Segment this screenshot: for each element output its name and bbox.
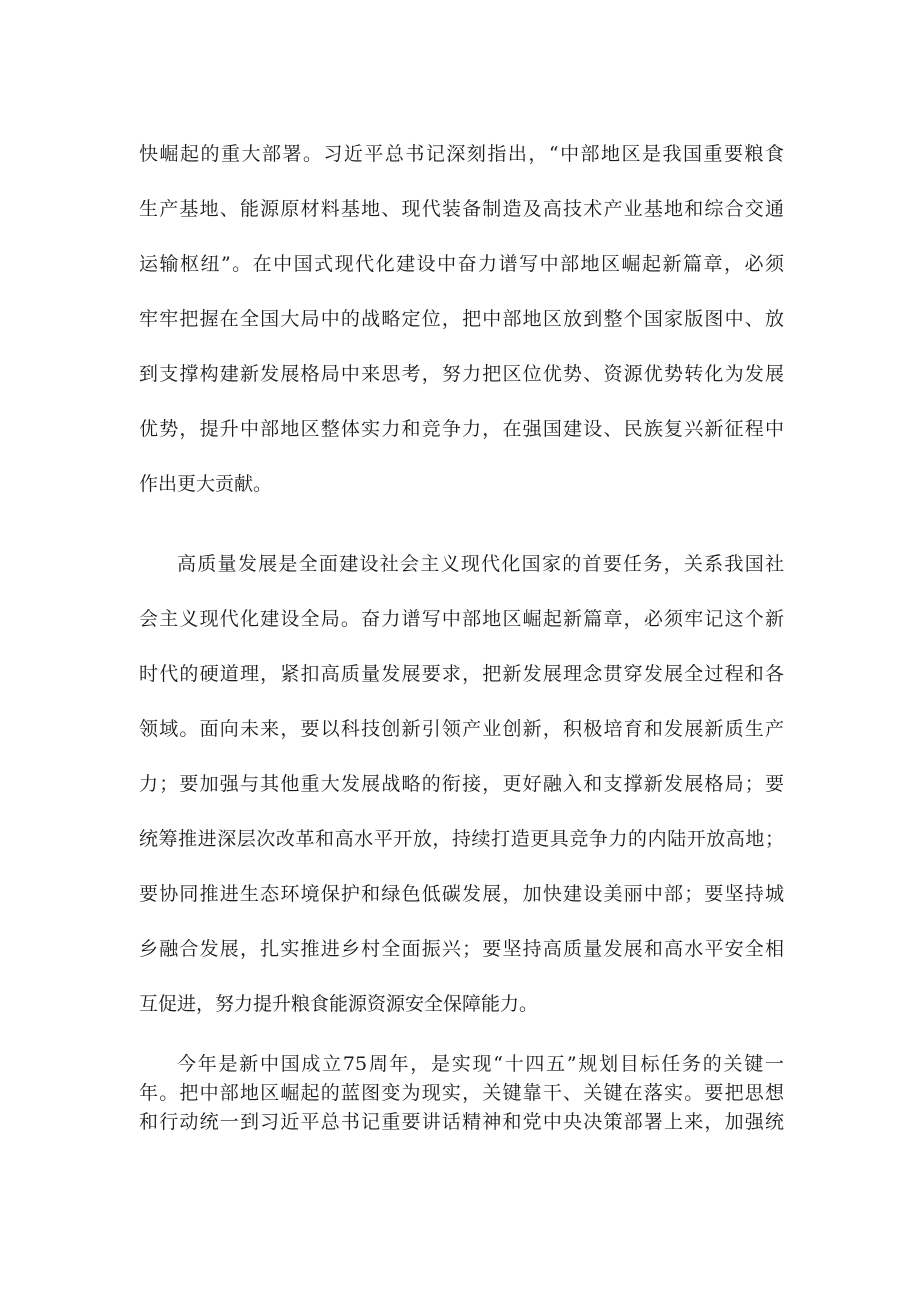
paragraph-2-line-2: 会主义现代化建设全局。奋力谱写中部地区崛起新篇章，必须牢记这个新 <box>139 608 784 630</box>
paragraph-2-line-9: 互促进，努力提升粮食能源资源安全保障能力。 <box>139 993 539 1015</box>
paragraph-1-line-1: 快崛起的重大部署。习近平总书记深刻指出，“中部地区是我国重要粮食 <box>139 143 784 165</box>
paragraph-3-line-1: 今年是新中国成立75周年，是实现“十四五”规划目标任务的关键一 <box>177 1053 784 1075</box>
paragraph-2-line-7: 要协同推进生态环境保护和绿色低碳发展，加快建设美丽中部；要坚持城 <box>139 883 784 905</box>
paragraph-2-line-1: 高质量发展是全面建设社会主义现代化国家的首要任务，关系我国社 <box>177 553 784 575</box>
paragraph-1-line-2: 生产基地、能源原材料基地、现代装备制造及高技术产业基地和综合交通 <box>139 198 784 220</box>
paragraph-1-line-7: 作出更大贡献。 <box>139 473 273 495</box>
paragraph-2-line-3: 时代的硬道理，紧扣高质量发展要求，把新发展理念贯穿发展全过程和各 <box>139 663 784 685</box>
paragraph-3-line-2: 年。把中部地区崛起的蓝图变为现实，关键靠干、关键在落实。要把思想 <box>139 1082 784 1104</box>
paragraph-2-line-6: 统筹推进深层次改革和高水平开放，持续打造更具竞争力的内陆开放高地； <box>139 828 784 850</box>
paragraph-3-line-3: 和行动统一到习近平总书记重要讲话精神和党中央决策部署上来，加强统 <box>139 1111 784 1133</box>
paragraph-1-line-4: 牢牢把握在全国大局中的战略定位，把中部地区放到整个国家版图中、放 <box>139 308 784 330</box>
paragraph-1-line-3: 运输枢纽”。在中国式现代化建设中奋力谱写中部地区崛起新篇章，必须 <box>139 253 784 275</box>
paragraph-2-line-5: 力；要加强与其他重大发展战略的衔接，更好融入和支撑新发展格局；要 <box>139 773 784 795</box>
paragraph-1-line-6: 优势，提升中部地区整体实力和竞争力，在强国建设、民族复兴新征程中 <box>139 418 784 440</box>
paragraph-1-line-5: 到支撑构建新发展格局中来思考，努力把区位优势、资源优势转化为发展 <box>139 363 784 385</box>
paragraph-2-line-8: 乡融合发展，扎实推进乡村全面振兴；要坚持高质量发展和高水平安全相 <box>139 938 784 960</box>
paragraph-2-line-4: 领域。面向未来，要以科技创新引领产业创新，积极培育和发展新质生产 <box>139 718 784 740</box>
